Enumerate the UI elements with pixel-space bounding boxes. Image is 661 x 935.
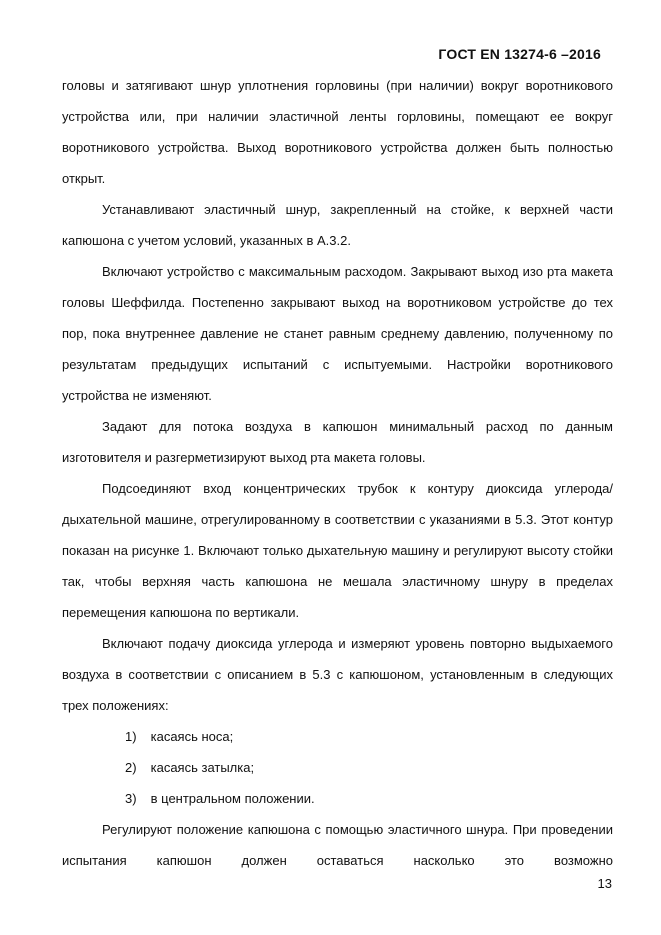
list-item-number: 2) [125, 760, 137, 775]
list-item-number: 1) [125, 729, 137, 744]
document-body [62, 70, 613, 876]
paragraph-continuation: головы и затягивают шнур уплотнения горловины (при наличии) вокруг воротникового устройства или, при наличии эластичной ленты горловины, помещают ее вокруг воротникового устройства. Выход воротникового устройства должен быть полностью открыт. [62, 78, 613, 186]
list-item [62, 752, 613, 783]
paragraph-closing: Регулируют положение капюшона с помощью эластичного шнура. При проведении испытания капюшон должен оставаться насколько это возможно [62, 822, 613, 868]
list-item [62, 721, 613, 752]
list-item-text: в центральном положении. [150, 791, 315, 806]
list-item-text: касаясь затылка; [150, 760, 255, 775]
paragraph-min-flow: Задают для потока воздуха в капюшон минимальный расход по данным изготовителя и разгерметизируют выход рта макета головы. [62, 419, 613, 465]
paragraph-max-flow: Включают устройство с максимальным расходом. Закрывают выход изо рта макета головы Шеффилда. Постепенно закрывают выход на воротниковом устройстве до тех пор, пока внутреннее давление не станет равным среднему давлению, полученному по результатам предыдущих испытаний с испытуемыми. Настройки воротникового устройства не изменяют. [62, 264, 613, 403]
list-item-text: касаясь носа; [150, 729, 234, 744]
paragraph-co2: Включают подачу диоксида углерода и измеряют уровень повторно выдыхаемого воздуха в соответствии с описанием в 5.3 с капюшоном, установленным в следующих трех положениях: [62, 636, 613, 713]
list-item [62, 783, 613, 814]
paragraph-elastic-cord: Устанавливают эластичный шнур, закрепленный на стойке, к верхней части капюшона с учетом условий, указанных в А.3.2. [62, 202, 613, 248]
document-code-header: ГОСТ EN 13274-6 –2016 [438, 46, 601, 62]
page-number: 13 [597, 876, 612, 891]
paragraph-tubes: Подсоединяют вход концентрических трубок к контуру диоксида углерода/дыхательной машине, отрегулированному в соответствии с указаниями в 5.3. Этот контур показан на рисунке 1. Включают только дыхательную машину и регулируют высоту стойки так, чтобы верхняя часть капюшона не мешала эластичному шнуру в пределах перемещения капюшона по вертикали. [62, 481, 613, 620]
list-item-number: 3) [125, 791, 137, 806]
